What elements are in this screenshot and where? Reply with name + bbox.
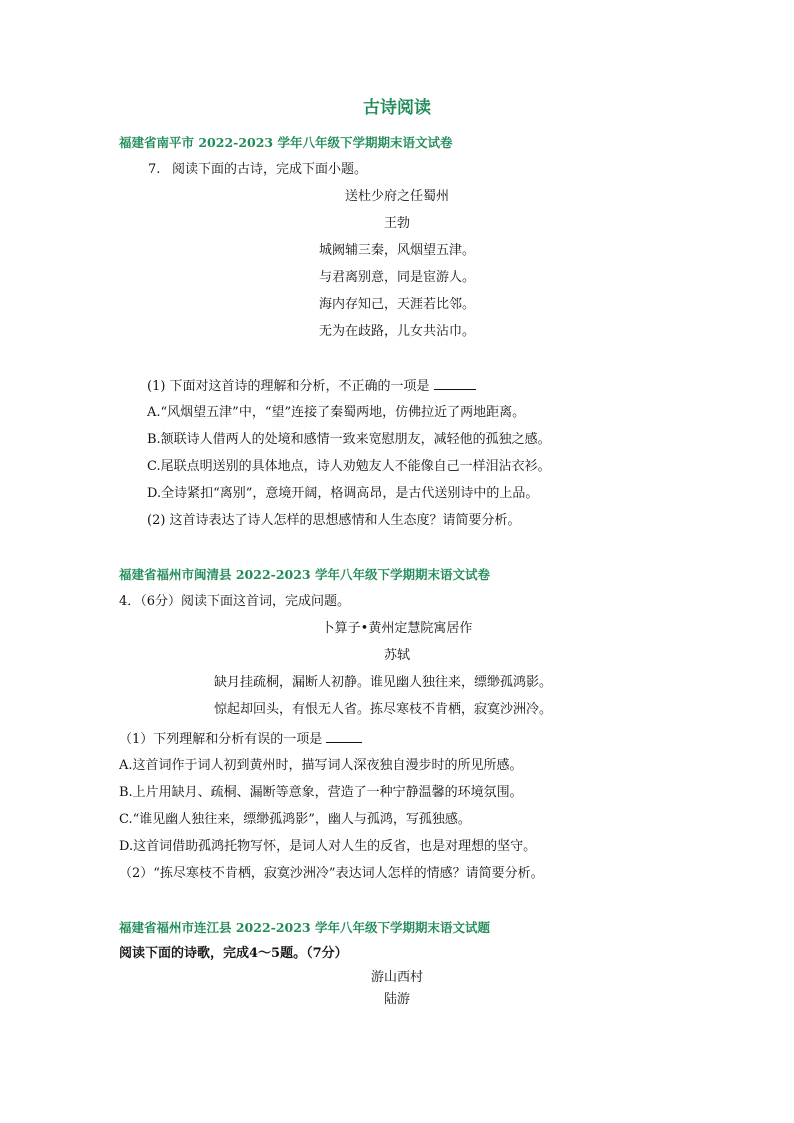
section1-option: A.“风烟望五津”中，“望”连接了秦蜀两地，仿佛拉近了两地距离。 — [147, 405, 526, 420]
answer-blank — [326, 731, 362, 743]
section2-poem-line: 缺月挂疏桐，漏断人初静。谁见幽人独往来，缥缈孤鸿影。 — [214, 675, 553, 690]
section1-prompt: 阅读下面的古诗，完成下面小题。 — [172, 162, 368, 177]
section1-option: C.尾联点明送别的具体地点，诗人劝勉友人不能像自己一样泪沾衣衫。 — [147, 459, 551, 474]
section2-option: A.这首词作于词人初到黄州时，描写词人深夜独自漫步时的所见所感。 — [119, 758, 523, 773]
section2-option: D.这首词借助孤鸿托物写怀，是词人对人生的反省，也是对理想的坚守。 — [119, 839, 537, 854]
section1-q1-text: (1) 下面对这首诗的理解和分析，不正确的一项是 — [147, 379, 430, 394]
section2-q1 — [119, 731, 362, 748]
section2-poem-title: 卜算子•黄州定慧院寓居作 — [321, 621, 473, 636]
section1-question-number: 7. — [148, 162, 161, 177]
section2-prompt: 4．（6分）阅读下面这首词，完成问题。 — [119, 594, 351, 609]
section1-source: 福建省南平市 2022-2023 学年八年级下学期期末语文试卷 — [119, 135, 453, 150]
section3-source: 福建省福州市连江县 2022-2023 学年八年级下学期期末语文试题 — [119, 920, 490, 935]
section1-poem-line: 海内存知己，天涯若比邻。 — [318, 297, 475, 312]
section1-poem-author: 王勃 — [383, 216, 410, 231]
section1-option: B.颔联诗人借两人的处境和感情一致来宽慰朋友，减轻他的孤独之感。 — [147, 432, 551, 447]
section3-poem-author: 陆游 — [383, 992, 410, 1007]
section2-poem-author: 苏轼 — [383, 648, 410, 663]
section2-option: C.“谁见幽人独往来，缥缈孤鸿影”，幽人与孤鸿，写孤独感。 — [119, 812, 471, 827]
section1-poem-line: 无为在歧路，儿女共沾巾。 — [318, 324, 475, 339]
section2-q2: （2）“拣尽寒枝不肯栖，寂寞沙洲冷”表达词人怎样的情感？请简要分析。 — [119, 866, 544, 881]
section1-q1 — [147, 378, 476, 395]
section3-poem-title: 游山西村 — [370, 970, 423, 985]
section2-poem-line: 惊起却回头，有恨无人省。拣尽寒枝不肯栖，寂寞沙洲冷。 — [214, 702, 553, 717]
section1-poem-line: 城阙辅三秦，风烟望五津。 — [318, 243, 475, 258]
section1-poem-line: 与君离别意，同是宦游人。 — [318, 270, 475, 285]
answer-blank — [434, 378, 476, 390]
section1-poem-title: 送杜少府之任蜀州 — [344, 189, 449, 204]
section2-option: B.上片用缺月、疏桐、漏断等意象，营造了一种宁静温馨的环境氛围。 — [119, 785, 523, 800]
section1-option: D.全诗紧扣“离别”，意境开阔，格调高昂，是古代送别诗中的上品。 — [147, 486, 539, 501]
page-title: 古诗阅读 — [363, 98, 431, 118]
section2-q1-text: （1）下列理解和分析有误的一项是 — [119, 732, 323, 747]
section1-q2: (2) 这首诗表达了诗人怎样的思想感情和人生态度？请简要分析。 — [147, 513, 521, 528]
section3-prompt: 阅读下面的诗歌，完成4～5题。（7分） — [119, 946, 348, 961]
section2-source: 福建省福州市闽清县 2022-2023 学年八年级下学期期末语文试卷 — [119, 567, 490, 582]
